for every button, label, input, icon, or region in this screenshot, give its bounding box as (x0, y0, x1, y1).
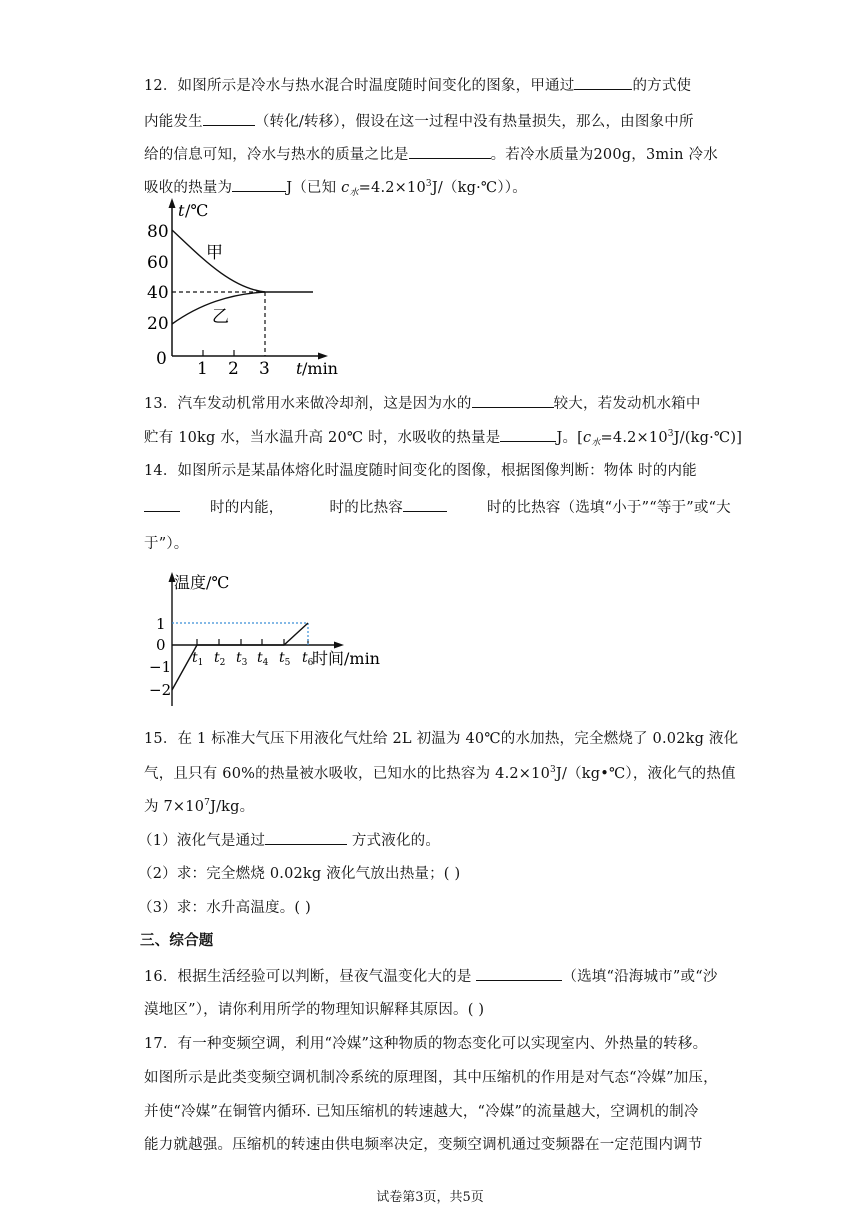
q12-text: =4.2×10 (358, 180, 426, 196)
x-tick-2: 2 (228, 359, 239, 378)
x-tick-t3: $t_3$ (236, 650, 248, 668)
y-axis-label: 温度/℃ (174, 573, 230, 592)
x-tick-t6: $t_6$ (302, 650, 314, 668)
q12-text: 吸收的热量为 (144, 180, 233, 196)
x-axis-label-unit: /min (302, 359, 338, 378)
section-heading: 三、综合题 (140, 932, 214, 949)
x-tick-marks (197, 639, 308, 645)
q14-text: 于”）。 (144, 536, 189, 552)
q15-sub3 (138, 896, 311, 917)
q15-blank1[interactable] (265, 830, 347, 845)
q14-blank1[interactable] (144, 497, 180, 512)
cold-label: 乙 (212, 307, 229, 327)
x-tick-t1: $t_1$ (192, 650, 204, 668)
q16-line1 (144, 965, 718, 986)
q13-superscript: 3 (667, 429, 674, 439)
q13-blank2[interactable] (500, 427, 556, 442)
q15-superscript: 7 (204, 798, 211, 808)
q12-line4 (144, 176, 527, 198)
q15-text: J/（kg•℃），液化气的热值 (555, 766, 736, 782)
q12-text: 。若冷水质量为200g，3min 冷水 (490, 147, 718, 163)
q16-blank1[interactable] (476, 966, 562, 981)
q14-text: 时的比热容（选填“小于”“等于”或“大 (487, 500, 731, 516)
q14-text: 时的比热容 (329, 500, 403, 516)
y-tick-20: 20 (147, 314, 169, 334)
q13-text: J/(kg·℃)] (673, 430, 743, 446)
y-axis-label-symbol: t (178, 201, 185, 220)
y-tick-60: 60 (147, 253, 169, 273)
q13-line2 (144, 426, 742, 448)
y-tick-0: 0 (156, 636, 166, 654)
q15-text: J/kg。 (210, 799, 255, 815)
q13-text: =4.2×10 (600, 430, 668, 446)
y-tick-0: 0 (156, 349, 167, 369)
q12-line1 (144, 74, 691, 95)
q12-superscript: 3 (425, 179, 432, 189)
y-axis-arrow (169, 198, 176, 208)
x-tick-t2: $t_2$ (214, 650, 226, 668)
q14-line3 (144, 532, 188, 553)
q12-text: 的方式使 (632, 78, 692, 94)
q15-sub2 (138, 862, 460, 883)
q16-text: 16．根据生活经验可以判断，昼夜气温变化大的是 (144, 969, 472, 985)
q17-text: 17．有一种变频空调，利用“冷媒”这种物质的物态变化可以实现室内、外热量的转移。 (144, 1036, 708, 1052)
q15-line3 (144, 795, 254, 816)
q14-text: 14．如图所示是某晶体熔化时温度随时间变化的图像，根据图像判断：物体 时的内能 (144, 463, 697, 479)
q14-line2 (144, 496, 731, 517)
q13-blank1[interactable] (472, 393, 554, 408)
y-axis-label-unit: /℃ (185, 201, 209, 220)
q16-line2 (144, 998, 484, 1019)
q16-text: （选填“沿海城市”或“沙 (562, 969, 718, 985)
x-axis-label-symbol: t (296, 359, 303, 378)
q12-text: （转化/转移），假设在这一过程中没有热量损失，那么，由图象中所 (254, 114, 694, 130)
y-tick-neg1: −1 (149, 658, 172, 676)
x-tick-t4: $t_4$ (257, 650, 269, 668)
q15-text: 15．在 1 标准大气压下用液化气灶给 2L 初温为 40℃的水加热，完全燃烧了 0.02kg 液化 (144, 731, 739, 747)
q12-blank2[interactable] (203, 111, 255, 126)
x-tick-1: 1 (197, 359, 208, 378)
q12-text: J/（kg·℃））。 (431, 180, 527, 196)
q15-sub1 (138, 829, 440, 850)
q16-text: 漠地区”），请你利用所学的物理知识解释其原因。( ) (144, 1002, 485, 1018)
q15-superscript: 3 (550, 765, 556, 775)
q13-text: J。[ (556, 430, 584, 446)
q14-line1 (144, 459, 697, 480)
q12-text: 12．如图所示是冷水与热水混合时温度随时间变化的图象，甲通过 (144, 78, 575, 94)
q13-line1 (144, 392, 701, 413)
q12-blank4[interactable] (232, 177, 286, 192)
q13-text: 贮有 10kg 水，当水温升高 20℃ 时，水吸收的热量是 (144, 430, 501, 446)
q12-c-symbol: c (341, 180, 350, 196)
q13-text: 较大，若发动机水箱中 (553, 396, 701, 412)
q17-line4 (144, 1133, 703, 1154)
q12-blank3[interactable] (409, 144, 491, 159)
q17-line3 (144, 1100, 699, 1121)
q17-text: 并使“冷媒”在铜管内循环. 已知压缩机的转速越大，“冷媒”的流量越大，空调机的制冷 (144, 1104, 699, 1120)
q17-line2 (144, 1066, 718, 1087)
q13-text: 13．汽车发动机常用水来做冷却剂，这是因为水的 (144, 396, 472, 412)
q15-text: （1）液化气是通过 (138, 833, 266, 849)
mixing-temperature-graph (140, 196, 340, 378)
x-axis-label: 时间/min (312, 649, 380, 668)
q17-line1 (144, 1032, 707, 1053)
melting-graph (138, 566, 398, 710)
q12-text: 内能发生 (144, 114, 203, 130)
y-tick-40: 40 (147, 283, 169, 303)
q15-text: （3）求：水升高温度。( ) (138, 900, 311, 916)
q15-line1 (144, 727, 738, 748)
q17-text: 如图所示是此类变频空调机制冷系统的原理图，其中压缩机的作用是对气态“冷媒”加压， (144, 1070, 718, 1086)
q12-line3 (144, 143, 718, 164)
q13-c-symbol: c (583, 430, 592, 446)
y-tick-80: 80 (147, 222, 169, 242)
q15-text: （2）求：完全燃烧 0.02kg 液化气放出热量；( ) (138, 866, 461, 882)
q12-line2 (144, 110, 694, 131)
q12-blank1[interactable] (574, 75, 632, 90)
q15-line2 (144, 762, 736, 783)
q15-text: 方式液化的。 (351, 833, 441, 849)
x-axis-arrow (334, 642, 344, 649)
page-footer: 试卷第3页，共5页 (376, 1190, 484, 1205)
x-tick-t5: $t_5$ (279, 650, 291, 668)
q12-text: J（已知 (286, 180, 337, 196)
q12-text: 给的信息可知，冷水与热水的质量之比是 (144, 147, 409, 163)
q14-text: 时的内能， (210, 500, 284, 516)
hot-label: 甲 (206, 243, 223, 263)
q12-subscript: 水 (349, 188, 359, 198)
y-tick-1: 1 (156, 615, 166, 633)
q14-blank2[interactable] (403, 497, 447, 512)
y-tick-neg2: −2 (149, 681, 172, 699)
x-tick-3: 3 (259, 359, 270, 378)
q17-text: 能力就越强。压缩机的转速由供电频率决定，变频空调机通过变频器在一定范围内调节 (144, 1137, 703, 1153)
q15-text: 气，且只有 60%的热量被水吸收，已知水的比热容为 4.2×10 (144, 766, 551, 782)
q13-subscript: 水 (591, 438, 601, 448)
q15-text: 为 7×10 (144, 799, 205, 815)
